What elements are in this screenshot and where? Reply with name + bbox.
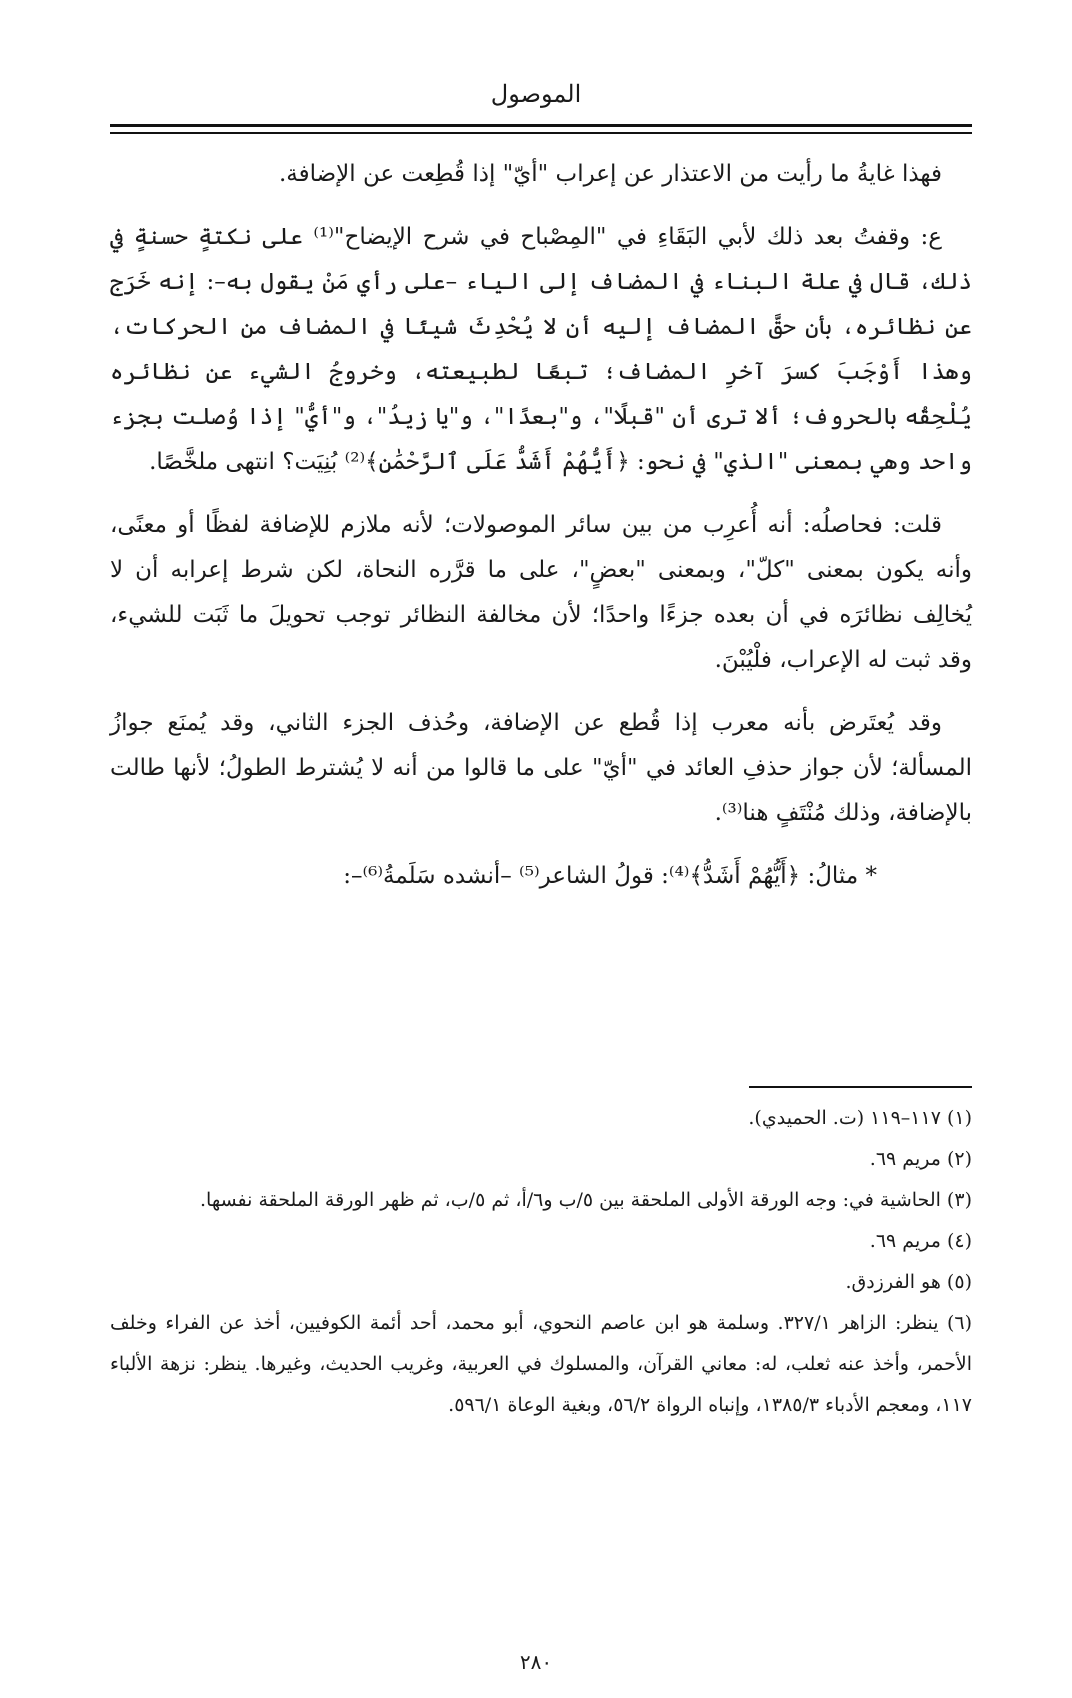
footnote-item: (٣) الحاشية في: وجه الورقة الأولى الملحقة بين ٥/ب و٦/أ، ثم ٥/ب، ثم ظهر الورقة الملحقة نفسها.: [200, 1189, 972, 1211]
footnote-separator: [749, 1086, 972, 1088]
example-line: * مثالُ: ﴿أَيُّهُمْ أَشَدُّ﴾⁽⁴⁾: قولُ الشاعر⁽⁵⁾ –أنشده سَلَمةُ⁽⁶⁾–:: [343, 863, 877, 889]
footnotes: [110, 1098, 972, 1426]
header-rule-thick: [110, 124, 972, 127]
footnote-item: (٥) هو الفرزدق.: [845, 1271, 972, 1293]
page-number: ٢٨٠: [519, 1650, 553, 1674]
body-paragraph: فهذا غايةُ ما رأيت من الاعتذار عن إعراب "أيّ" إذا قُطِعت عن الإضافة.: [278, 161, 942, 187]
body-paragraph: وقد يُعتَرض بأنه معرب إذا قُطع عن الإضافة، وحُذف الجزء الثاني، وقد يُمنَع جوازُ المسألة؛ لأن جواز حذفِ العائد في "أيّ" على ما قالوا من أنه لا يُشترط الطولُ؛ لأنها طالت بالإضافة، وذلك مُنْتَفٍ هنا⁽³⁾.: [110, 710, 972, 826]
header-rule-thin: [110, 132, 972, 134]
footnote-item: (١) ١١٧–١١٩ (ت. الحميدي).: [748, 1107, 972, 1129]
main-text: [110, 152, 972, 917]
footnote-item: (٦) ينظر: الزاهر ٣٢٧/١. وسلمة هو ابن عاصم النحوي، أبو محمد، أحد أئمة الكوفيين، أخذ عن الفراء وخلف الأحمر، وأخذ عنه ثعلب، له: معاني القرآن، والمسلوك في العربية، وغريب الحديث، وغيرها. ينظر: نزهة الألباء ١١٧، ومعجم الأدباء ١٣٨٥/٣، وإنباه الرواة ٥٦/٢، وبغية الوعاة ٥٩٦/١.: [110, 1312, 972, 1416]
body-paragraph: ع: وقفتُ بعد ذلك لأبي البَقَاءِ في "المِصْباح في شرح الإيضاح"⁽¹⁾ على نكتةٍ حسنةٍ في ذلك، قال في علة البناء في المضاف إلى الياء –على رأي مَنْ يقول به–: إنه خَرَج عن نظائره، بأن حقَّ المضاف إليه أن لا يُحْدِثَ شيئًا في المضاف من الحركات، وهذا أَوْجَبَ كسرَ آخرِ المضاف؛ تبعًا لطبيعته، وخروجُ الشيء عن نظائره يُلْحِقُه بالحروف؛ ألا ترى أن "قبلًا"، و"بعدًا"، و"يا زيدُ"، و"أيُّ" إذا وُصلت بجزء واحد وهي بمعنى "الذي" في نحو: ﴿أَيُّهُمْ أَشَدُّ عَلَى ٱلرَّحْمَٰنِ﴾⁽²⁾ بُنِيَت؟ انتهى ملخَّصًا.: [110, 224, 972, 475]
body-paragraph: قلت: فحاصلُه: أنه أُعرِب من بين سائر الموصولات؛ لأنه ملازم للإضافة لفظًا أو معنًى، وأنه يكون بمعنى "كلّ"، وبمعنى "بعضٍ"، على ما قرَّره النحاة، لكن شرط إعرابه أن لا يُخالِف نظائرَه في أن بعده جزءًا واحدًا؛ لأن مخالفة النظائر توجب تحويلَ ما ثَبَت للشيء، وقد ثبت له الإعراب، فلْيُبْنَ.: [110, 512, 972, 673]
footnote-item: (٤) مريم ٦٩.: [869, 1230, 972, 1252]
footnote-item: (٢) مريم ٦٩.: [869, 1148, 972, 1170]
running-header-title: الموصول: [490, 80, 582, 108]
